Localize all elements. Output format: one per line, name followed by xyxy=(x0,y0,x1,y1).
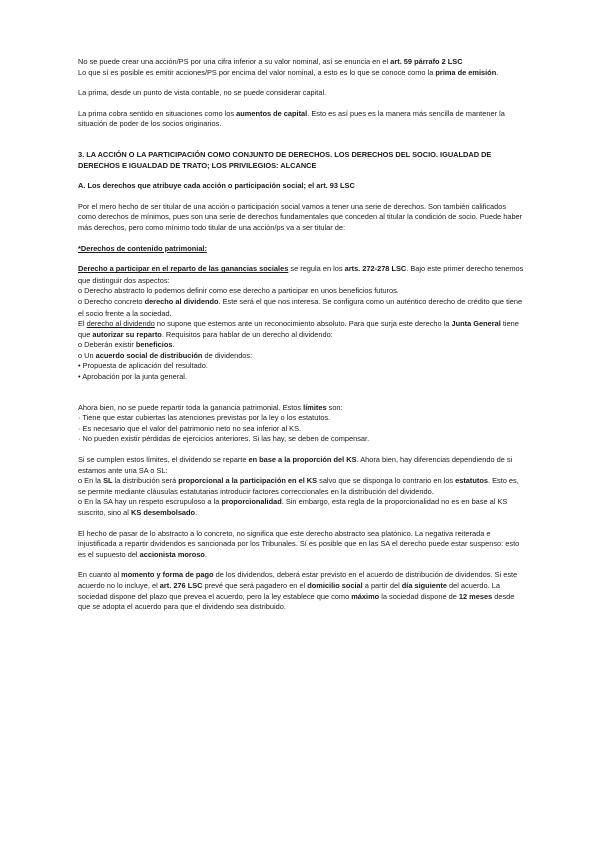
list-item: · No pueden existir pérdidas de ejercicios anteriores. Si las hay, se deben de compensar. xyxy=(78,434,370,444)
term-accionista-moroso: accionista moroso xyxy=(139,549,205,559)
list-item-bullet: • Aprobación por la junta general. xyxy=(78,372,188,382)
paragraph-momento-pago: En cuanto al momento y forma de pago de los dividendos, deberá estar previsto en el acuerdo de distribución de dividendos. Si este acuerdo no lo incluye, el art. 276 LSC prevé que será pagadero en el domicilio social a partir del día siguiente del acuerdo. La sociedad dispone del plazo que prevea el acuerdo, pero la ley establece que como máximo la sociedad dispone de 12 meses desde que se adopta el acuerdo para que el dividendo sea distribuido. xyxy=(78,570,518,612)
section-heading-3: 3. LA ACCIÓN O LA PARTICIPACIÓN COMO CONJUNTO DE DERECHOS. LOS DERECHOS DEL SOCIO. IGUALDAD DE DERECHOS E IGUALDAD DE TRATO; LOS PRIVILEGIOS: ALCANCE xyxy=(78,149,492,170)
paragraph-prima-sentido: La prima cobra sentido en situaciones como los aumentos de capital. Esto es así pues es la manera más sencilla de mantener la situación de poder de los socios originarios. xyxy=(78,108,505,129)
ref-arts-272-278: arts. 272-278 LSC xyxy=(344,264,407,274)
paragraph-reparto: Derecho a participar en el reparto de las ganancias sociales se regula en los arts. 272-278 LSC. Bajo este primer derecho tenemos que distinguir dos aspectos: o Derecho abstracto lo podemos definir como ese derecho a participar en unos beneficios futuros. o Derecho concreto derecho al dividendo. Este será el que nos interesa. Se configura como un auténtico derecho de crédito que tiene el socio frente a la sociedad. El derecho al dividendo no supone que estemos ante un reconocimiento absoluto. Para que surja este derecho la Junta General tiene que autorizar su reparto. Requisitos para hablar de un derecho al dividendo: o Deberán existir beneficios. o Un acuerdo social de distribución de dividendos: • Propuesta de aplicación del resultado. • Aprobación por la junta general. xyxy=(78,264,524,382)
term-derecho-dividendo: derecho al dividendo xyxy=(144,296,219,306)
term-prima-emision: prima de emisión xyxy=(435,67,497,77)
paragraph-derechos-minimos: Por el mero hecho de ser titular de una acción o participación social vamos a tener una serie de derechos. Son también calificados como derechos de mínimos, pues son una serie de derechos fundamentales que conceden al titular la condición de socio. Puede haber más derechos, pero como mínimo todo titular de una acción/ps va a ser titular de: xyxy=(78,201,523,232)
paragraph-prima-capital: La prima, desde un punto de vista contable, no se puede considerar capital. xyxy=(78,88,327,98)
paragraph-valor-nominal: No se puede crear una acción/PS por una cifra inferior a su valor nominal, así se enuncia en el art. 59 párrafo 2 LSC Lo que sí es posible es emitir acciones/PS por encima del valor nominal, a esto es lo que se conoce como la prima de emisión. xyxy=(78,57,499,77)
list-item: · Es necesario que el valor del patrimonio neto no sea inferior al KS. xyxy=(78,423,302,433)
subheading-a: A. Los derechos que atribuye cada acción o participación social; el art. 93 LSC xyxy=(78,181,355,191)
patrimonial-title: *Derechos de contenido patrimonial: xyxy=(78,243,207,253)
term-reparto-ganancias: Derecho a participar en el reparto de las ganancias sociales xyxy=(78,264,289,274)
list-item: · Tiene que estar cubiertas las atenciones previstas por la ley o los estatutos. xyxy=(78,413,331,423)
term-limites: límites xyxy=(303,402,327,412)
term-aumentos-capital: aumentos de capital xyxy=(236,108,308,118)
ref-art-59: art. 59 párrafo 2 LSC xyxy=(390,57,463,66)
paragraph-limites: Ahora bien, no se puede repartir toda la ganancia patrimonial. Estos límites son: · Tiene que estar cubiertas las atenciones previstas por la ley o los estatutos. · Es necesario que el valor del patrimonio neto no sea inferior al KS. · No pueden existir pérdidas de ejercicios anteriores. Si las hay, se deben de compensar. xyxy=(78,402,370,444)
paragraph-proporcion: Si se cumplen estos límites, el dividendo se reparte en base a la proporción del KS. Ahora bien, hay diferencias dependiendo de si estamos ante una SA o SL: o En la SL la distribución será proporcional a la participación en el KS salvo que se disponga lo contrario en los estatutos. Esto es, se permite mediante cláusulas estatutarias introducir factores correccionales en la distribución del dividendo. o En la SA hay un respeto escrupuloso a la proporcionalidad. Sin embargo, esta regla de la proporcionalidad no es en base al KS suscrito, sino al KS desembolsado. xyxy=(78,455,519,517)
paragraph-abstracto-concreto: El hecho de pasar de lo abstracto a lo concreto, no significa que este derecho abstracto sea platónico. La negativa reiterada e injustificada a repartir dividendos es sancionada por los Tribunales. Sí es posible que en las SA el derecho puede estar suspenso: esto es el supuesto del accionista moroso. xyxy=(78,528,520,559)
list-item-abstracto: o Derecho abstracto lo podemos definir como ese derecho a participar en unos beneficios futuros. xyxy=(78,286,399,296)
document-body xyxy=(78,57,526,613)
list-item-bullet: • Propuesta de aplicación del resultado. xyxy=(78,361,208,371)
